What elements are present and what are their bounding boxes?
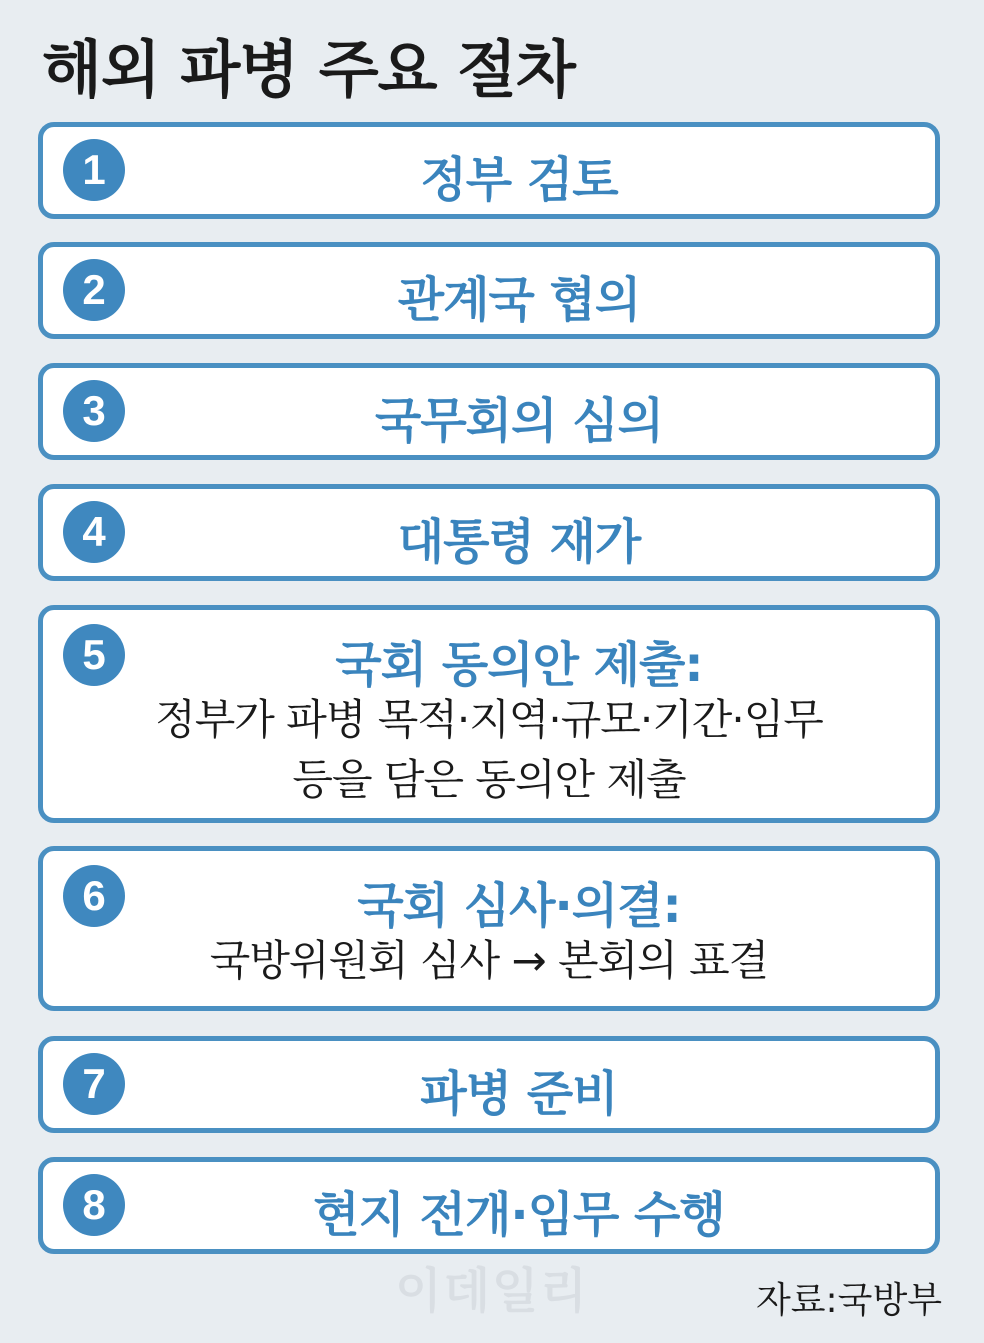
step-number-badge: 5 <box>63 624 125 686</box>
step-description-line: 정부가 파병 목적·지역·규모·기간·임무 <box>155 695 823 744</box>
step-label: 대통령 재가 <box>397 514 641 570</box>
source-credit: 자료:국방부 <box>755 1280 942 1321</box>
page-title: 해외 파병 주요 절차 <box>42 33 575 106</box>
step-number-badge: 8 <box>63 1174 125 1236</box>
step-number-badge: 2 <box>63 259 125 321</box>
step-label: 국무회의 심의 <box>375 393 663 449</box>
watermark: 이데일리 <box>395 1263 589 1319</box>
step-box-1 <box>38 122 940 219</box>
step-label: 정부 검토 <box>420 152 618 208</box>
step-box-5 <box>38 605 940 823</box>
step-label: 국회 심사·의결: <box>357 878 681 934</box>
step-number-badge: 4 <box>63 501 125 563</box>
step-box-8 <box>38 1157 940 1254</box>
step-number-badge: 7 <box>63 1053 125 1115</box>
step-description-line: 등을 담은 동의안 제출 <box>292 755 686 804</box>
step-box-4 <box>38 484 940 581</box>
step-description-line: 국방위원회 심사 → 본회의 표결 <box>209 936 769 985</box>
step-label: 파병 준비 <box>420 1066 618 1122</box>
step-label: 관계국 협의 <box>397 272 641 328</box>
step-number-badge: 6 <box>63 865 125 927</box>
step-label: 국회 동의안 제출: <box>335 637 703 693</box>
step-box-3 <box>38 363 940 460</box>
step-label: 현지 전개·임무 수행 <box>313 1187 725 1243</box>
step-number-badge: 1 <box>63 139 125 201</box>
step-box-7 <box>38 1036 940 1133</box>
step-box-6 <box>38 846 940 1011</box>
step-box-2 <box>38 242 940 339</box>
step-number-badge: 3 <box>63 380 125 442</box>
